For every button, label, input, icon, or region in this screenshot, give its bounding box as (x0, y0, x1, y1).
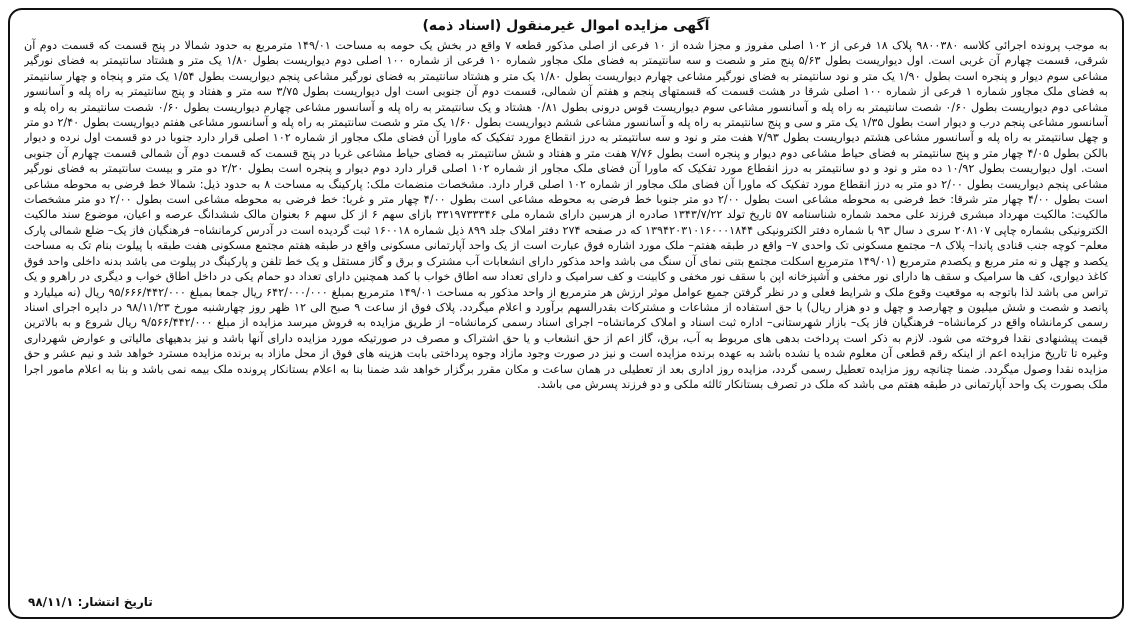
notice-title: آگهی مزایده اموال غیرمنقول (اسناد ذمه) (422, 18, 710, 34)
notice-body: به موجب پرونده اجرائی کلاسه ۹۸۰۰۳۸۰ پلاک ۱۸ فرعی از ۱۰۲ اصلی مفروز و مجزا شده از ۱۰ فرعی از اصلی مذکور قطعه ۷ واقع در بخش یک حومه به مساحت ۱۴۹/۰۱ مترمربع به حدود شمالا در پنج قسمت که قسمت دوم آن شرقی، قسمت چهارم آن غربی است. اول دیواریست بطول ۵/۶۳ پنج متر و شصت و سه سانتیمتر به فضای ملک مجاور شماره ۱۰ فرعی از شماره ۱۰۰ اصلی دوم دیواریست بطول ۱/۸۰ یک متر و هشتاد سانتیمتر به فضای نورگیر مشاعی سوم دیوار و پنجره است بطول ۱/۹۰ یک متر و نود سانتیمتر به فضای نورگیر مشاعی چهارم دیواریست بطول ۱/۸۰ یک متر و هشتاد سانتیمتر به فضای نورگیر مشاعی پنجم دیواریست بطول ۱/۵۴ یک متر و پنجاه و چهار سانتیمتر به فضای ملک مجاور شماره ۱ فرعی از شماره ۱۰۰ اصلی شرقا در هشت قسمت که قسمتهای پنجم و هفتم آن شمالی، قسمت دوم آن جنوبی است اول دیواریست بطول ۳/۷۵ سه متر و هفتاد و پنج سانتیمتر به راه پله و آسانسور مشاعی دوم دیواریست بطول ۰/۶۰ شصت سانتیمتر به راه پله و آسانسور مشاعی سوم دیواریست قوس درونی بطول ۰/۸۱ هشتاد و یک سانتیمتر به راه پله و آسانسور مشاعی چهارم دیواریست بطول ۰/۶۰ شصت سانتیمتر به راه پله و آسانسور مشاعی پنجم درب و دیوار است بطول ۱/۳۵ یک متر و سی و پنج سانتیمتر به راه پله و آسانسور مشاعی ششم دیواریست بطول ۱/۶۰ یک متر و شصت سانتیمتر به راه پله و آسانسور مشاعی هفتم دیواریست بطول ۲/۴۰ دو متر و چهل سانتیمتر به راه پله و آسانسور مشاعی هشتم دیواریست بطول ۷/۹۳ هفت متر و نود و سه سانتیمتر به درز انقطاع مورد تفکیک که ماورا آن فضای ملک مجاور از شماره ۱۰۲ اصلی قرار دارد جنوبا در دو قسمت اول نرده و دیوار بالکن بطول ۴/۰۵ چهار متر و پنج سانتیمتر به فضای حیاط مشاعی دوم دیوار و پنجره است بطول ۷/۷۶ هفت متر و هفتاد و شش سانتیمتر به فضای حیاط مشاعی غربا در پنج قسمت که قسمت دوم آن شمالی قسمت چهارم آن جنوبی است. اول دیواریست بطول ۱۰/۹۲ ده متر و نود و دو سانتیمتر به درز انقطاع مورد تفکیک که ماورا آن فضای ملک مجاور از شماره ۱۰۲ اصلی قرار دارد دوم دیوار و پنجره است بطول ۲/۲۰ دو متر و بیست سانتیمتر به فضای نورگیر مشاعی پنجم دیواریست بطول ۲/۰۰ دو متر به درز انقطاع مورد تفکیک که ماورا آن فضای ملک مجاور از شماره ۱۰۲ اصلی قرار دارد. مشخصات منضمات ملک: پارکینگ به مساحت ۸ به حدود ذیل: شمالا خط فرضی به محوطه مشاعی است بطول ۴/۰۰ چهار متر شرقا: خط فرضی به محوطه مشاعی است بطول ۲/۰۰ دو متر جنوبا خط فرضی به محوطه مشاعی است بطول ۴/۰۰ چهار متر و غربا: خط فرضی به محوطه مشاعی است بطول ۲/۰۰ دو متر مشخصات مالکیت: مالکیت مهرداد مبشری فرزند علی محمد شماره شناسنامه ۵۷ تاریخ تولد ۱۳۴۳/۷/۲۲ صادره از هرسین دارای شماره ملی ۳۳۱۹۷۳۳۳۴۶ بازای سهم ۶ از کل سهم ۶ بعنوان مالک ششدانگ عرصه و اعیان، موضوع سند مالکیت الکترونیکی بشماره چاپی ۲۰۸۱۰۷ سری د سال ۹۳ با شماره دفتر الکترونیکی ۱۳۹۴۲۰۳۱۰۱۶۰۰۰۱۸۴۴ که در صفحه ۲۷۴ دفتر املاک جلد ۸۹۹ ذیل شماره ۱۶۰۰۱۸ ثبت گردیده است در آدرس کرمانشاه– فرهنگیان فاز یک– ضلع شمالی پارک معلم– کوچه جنب قنادی پاندا– پلاک ۸– مجتمع مسکونی تک واحدی ۷– واقع در طبقه هفتم– ملک مورد اشاره فوق عبارت است از یک واحد آپارتمانی مسکونی واقع در طبقه هفتم مجتمع مسکونی هفت طبقه با پیلوت بنام تک به مساحت یکصد و چهل و نه متر مربع و یکصدم مترمربع (۱۴۹/۰۱ مترمربع اسکلت مجتمع بتنی نمای آن سنگ می باشد واحد مذکور دارای انشعابات آب مشترک و برق و گاز مستقل و یک خط تلفن و پارکینگ در پیلوت می باشد بدنه داخلی واحد فوق کاغذ دیواری، کف ها سرامیک و سقف ها دارای نور مخفی و آشپزخانه اپن با سقف نور مخفی و کابینت و کف سرامیک و دارای تعداد سه اطاق خواب با کمد همچنین دارای تعداد دو حمام یکی در داخل اطاق خواب و دیگری در راهرو و یک تراس می باشد لذا باتوجه به موقعیت وقوع ملک و شرایط فعلی و در نظر گرفتن جمیع عوامل موثر ارزش هر مترمربع از واحد مذکور به مساحت ۱۴۹/۰۱ مترمربع بمبلغ ۶۴۲/۰۰۰/۰۰۰ ریال جمعا بمبلغ ۹۵/۶۶۶/۴۴۲/۰۰۰ ریال (نه میلیارد و پانصد و شصت و شش میلیون و چهارصد و چهل و دو هزار ریال) با حق استفاده از مشاعات و مشترکات بقدرالسهم برآورد و اعلام میگردد. پلاک فوق از ساعت ۹ صبح الی ۱۲ ظهر روز چهارشنبه مورخ ۹۸/۱۱/۲۳ در دایره اجرای اسناد رسمی کرمانشاه واقع در کرمانشاه– فرهنگیان فاز یک– بازار شهرستانی– اداره ثبت اسناد و املاک کرمانشاه– اجرای اسناد رسمی کرمانشاه– از طریق مزایده به فروش میرسد مزایده از مبلغ ۹/۵۶۶/۴۴۲/۰۰۰ ریال شروع و به بالاترین قیمت پیشنهادی نقدا فروخته می شود. لازم به ذکر است پرداخت بدهی های مربوط به آب، برق، گاز اعم از حق انشعاب و یا حق اشتراک و مصرف در صورتیکه مورد مزایده دارای آنها باشد و نیز بدهیهای مالیاتی و عوارض شهرداری وغیره تا تاریخ مزایده اعم از اینکه رقم قطعی آن معلوم شده یا نشده باشد به عهده برنده مزایده است و نیز در صورت وجود مازاد وجوه پرداختی بابت هزینه های فوق از محل مازاد به برنده مزایده مسترد خواهد شد و نیم عشر و حق مزایده نقدا وصول میگردد. ضمنا چنانچه روز مزایده تعطیل رسمی گردد، مزایده روز اداری بعد از تعطیلی در همان ساعت و مکان مقرر برگزار خواهد شد ضمنا بنا به اعلام بستانکار پرونده ملک بیمه نمی باشد و بنا به اعلام مامور اجرا ملک بصورت یک واحد آپارتمانی در طبقه هفتم می باشد که ملک در تصرف بستانکار ثالثه ملکی و دو فرزند پسرش می باشد. (24, 39, 1108, 391)
publish-date: تاریخ انتشار: ۹۸/۱۱/۱ (28, 595, 153, 609)
notice-frame (8, 8, 1124, 619)
